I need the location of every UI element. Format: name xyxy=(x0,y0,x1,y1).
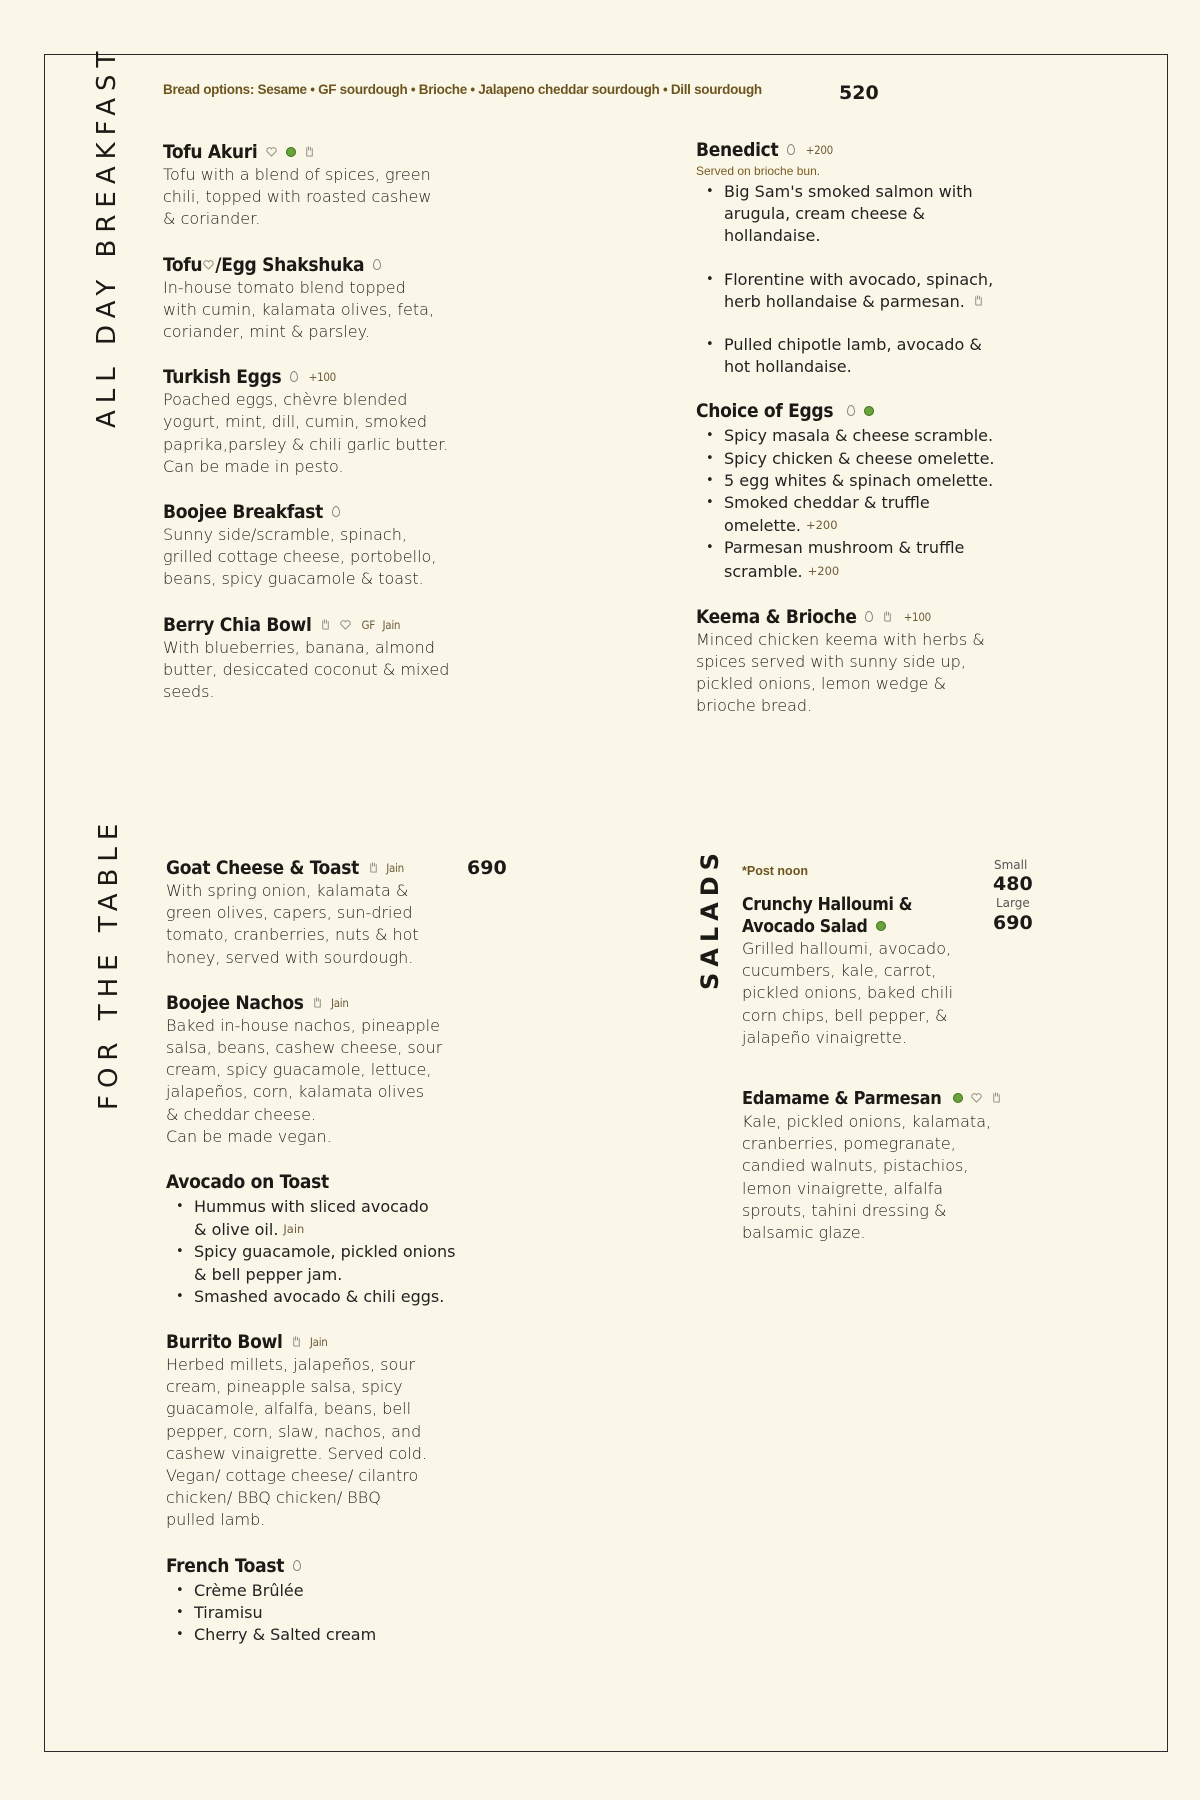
list-item xyxy=(166,1624,466,1646)
green-dot-icon xyxy=(876,921,886,931)
price-addon: +100 xyxy=(903,609,931,624)
hand-icon xyxy=(882,610,893,622)
dish-shakshuka xyxy=(163,253,463,344)
french-toast-options xyxy=(166,1580,466,1647)
jain-badge: Jain xyxy=(386,861,404,875)
green-dot-icon xyxy=(286,147,296,157)
desc-line: pickled onions, lemon wedge & xyxy=(696,674,946,694)
item-line: • Pulled chipotle lamb, avocado & xyxy=(724,335,982,355)
egg-icon xyxy=(332,506,340,517)
desc-line: Sunny side/scramble, spinach, xyxy=(163,525,407,545)
dish-title: Benedict xyxy=(696,139,779,161)
item-line: scramble. xyxy=(724,561,803,581)
breakfast-price: 520 xyxy=(839,82,879,104)
salad-small-price: 480 xyxy=(993,873,1033,895)
desc-line: With spring onion, kalamata & xyxy=(166,881,409,900)
table-price: 690 xyxy=(467,857,507,879)
price-addon: +200 xyxy=(807,563,840,578)
egg-icon xyxy=(293,1560,301,1571)
desc-line: paprika,parsley & chili garlic butter. xyxy=(163,434,449,454)
desc-line: spices served with sunny side up, xyxy=(696,652,966,672)
heart-icon xyxy=(971,1093,982,1103)
dish-boojee-nachos xyxy=(166,991,466,1148)
dish-title: Berry Chia Bowl xyxy=(163,613,312,636)
dish-title: Choice of Eggs xyxy=(696,400,834,423)
price-addon: +200 xyxy=(805,518,838,533)
desc-line: cream, pineapple salsa, spicy xyxy=(166,1377,403,1397)
item-line: omelette. xyxy=(724,516,801,536)
dish-description xyxy=(163,277,463,344)
dish-title: Crunchy Halloumi & xyxy=(742,895,913,915)
post-noon-note: *Post noon xyxy=(742,864,808,878)
desc-line: salsa, beans, cashew cheese, sour xyxy=(166,1038,443,1058)
dish-title: Tofu Akuri xyxy=(163,141,258,163)
item-line: Cherry & Salted cream xyxy=(194,1625,377,1645)
jain-badge: Jain xyxy=(331,995,349,1010)
dish-title: Edamame & Parmesan xyxy=(742,1088,942,1110)
dish-name xyxy=(163,365,463,389)
list-item xyxy=(166,1196,466,1241)
dish-boojee-breakfast xyxy=(163,500,463,591)
desc-line: Tofu with a blend of spices, green xyxy=(163,165,431,184)
egg-icon xyxy=(290,371,298,382)
dish-berry-chia-bowl xyxy=(163,613,463,704)
egg-options xyxy=(696,425,1026,582)
dish-choice-of-eggs xyxy=(696,399,1026,582)
desc-line: coriander, mint & parsley. xyxy=(163,322,370,342)
desc-line: tomato, cranberries, nuts & hot xyxy=(166,925,419,945)
desc-line: candied walnuts, pistachios, xyxy=(742,1156,969,1176)
list-item xyxy=(696,537,1026,582)
desc-line: & cheddar cheese. xyxy=(166,1104,317,1124)
bread-options: Bread options: Sesame • GF sourdough • Brioche • Jalapeno cheddar sourdough • Dill sourdough xyxy=(163,82,762,97)
desc-line: Grilled halloumi, avocado, xyxy=(742,939,952,958)
desc-line: & coriander. xyxy=(163,209,261,229)
item-line: Crème Brûlée xyxy=(194,1580,304,1600)
item-line: & bell pepper jam. xyxy=(194,1264,343,1284)
price-addon: +200 xyxy=(805,143,833,157)
desc-line: Poached eggs, chèvre blended xyxy=(163,390,408,410)
green-dot-icon xyxy=(953,1093,963,1103)
dish-description xyxy=(163,524,463,591)
section-title-salads: SALADS xyxy=(696,847,724,990)
desc-line: Vegan/ cottage cheese/ cilantro xyxy=(166,1466,419,1486)
dish-name xyxy=(166,856,466,880)
dish-benedict xyxy=(696,138,1026,378)
desc-line: chicken/ BBQ chicken/ BBQ xyxy=(166,1488,381,1508)
price-addon: +100 xyxy=(308,370,336,385)
desc-line: Kale, pickled onions, kalamata, xyxy=(742,1112,992,1132)
breakfast-left-column xyxy=(163,140,463,725)
dish-title: Keema & Brioche xyxy=(696,605,857,628)
breakfast-right-column xyxy=(696,138,1026,740)
dish-title: Boojee Breakfast xyxy=(163,501,323,524)
hand-icon xyxy=(973,294,984,306)
salad-large-price: 690 xyxy=(993,912,1033,934)
item-line: hollandaise. xyxy=(724,226,821,246)
list-item xyxy=(696,425,1026,447)
desc-line: beans, spicy guacamole & toast. xyxy=(163,569,424,589)
desc-line: With blueberries, banana, almond xyxy=(163,637,435,657)
benedict-options xyxy=(696,181,1026,378)
desc-line: green olives, capers, sun-dried xyxy=(166,903,413,923)
desc-line: with cumin, kalamata olives, feta, xyxy=(163,299,435,319)
item-line: Smashed avocado & chili eggs. xyxy=(194,1286,445,1306)
list-item xyxy=(166,1241,466,1285)
desc-line: sprouts, tahini dressing & xyxy=(742,1200,947,1220)
dish-french-toast xyxy=(166,1554,466,1647)
item-line: • Hummus with sliced avocado xyxy=(194,1197,429,1217)
large-size-label: Large xyxy=(996,896,1030,910)
small-size-label: Small xyxy=(994,858,1028,872)
salads-column xyxy=(742,894,1012,1266)
dish-description xyxy=(163,637,463,704)
dish-halloumi-avocado-salad xyxy=(742,894,1012,1049)
desc-line: Herbed millets, jalapeños, sour xyxy=(166,1355,416,1375)
desc-line: grilled cottage cheese, portobello, xyxy=(163,547,437,567)
list-item xyxy=(696,181,1026,248)
jain-badge: Jain xyxy=(283,1222,305,1237)
desc-line: chili, topped with roasted cashew xyxy=(163,187,432,207)
list-item xyxy=(166,1602,466,1624)
dish-title: Avocado Salad xyxy=(742,917,868,937)
dish-name xyxy=(163,500,463,524)
desc-line: Can be made vegan. xyxy=(166,1126,332,1146)
dish-goat-cheese-toast xyxy=(166,856,466,969)
dish-name xyxy=(163,253,463,277)
egg-icon xyxy=(373,259,381,270)
hand-icon xyxy=(304,145,315,157)
egg-icon xyxy=(787,144,795,155)
heart-icon xyxy=(266,147,277,157)
list-item xyxy=(696,334,1026,378)
dish-keema-brioche xyxy=(696,605,1026,718)
table-column xyxy=(166,856,466,1668)
item-line: Spicy chicken & cheese omelette. xyxy=(724,448,995,468)
item-line: • Parmesan mushroom & truffle xyxy=(724,538,965,558)
heart-icon xyxy=(203,260,214,270)
hand-icon xyxy=(291,1335,302,1347)
gf-badge: GF xyxy=(361,617,375,632)
green-dot-icon xyxy=(864,406,874,416)
dish-name xyxy=(742,1087,1012,1111)
list-item xyxy=(166,1286,466,1308)
item-line: Tiramisu xyxy=(194,1602,263,1622)
desc-line: Baked in-house nachos, pineapple xyxy=(166,1015,440,1035)
item-line: • Spicy guacamole, pickled onions xyxy=(194,1242,456,1262)
dish-title: Burrito Bowl xyxy=(166,1331,283,1354)
desc-line: cream, spicy guacamole, lettuce, xyxy=(166,1060,432,1080)
dish-title: Turkish Eggs xyxy=(163,366,282,389)
dish-name xyxy=(166,991,466,1015)
list-item xyxy=(696,470,1026,492)
dish-name xyxy=(696,399,1026,423)
dish-description xyxy=(166,880,466,969)
desc-line: cucumbers, kale, carrot, xyxy=(742,961,937,981)
item-line: 5 egg whites & spinach omelette. xyxy=(724,470,994,490)
dish-title: French Toast xyxy=(166,1554,285,1577)
desc-line: pulled lamb. xyxy=(166,1510,266,1530)
dish-description xyxy=(166,1015,466,1148)
list-item xyxy=(696,269,1026,313)
desc-line: guacamole, alfalfa, beans, bell xyxy=(166,1399,412,1419)
dish-title: Tofu xyxy=(163,253,203,276)
dish-tofu-akuri xyxy=(163,140,463,231)
dish-name xyxy=(163,140,463,164)
dish-name xyxy=(696,605,1026,629)
jain-badge: Jain xyxy=(309,1335,328,1350)
hand-icon xyxy=(312,996,323,1008)
desc-line: balsamic glaze. xyxy=(742,1223,866,1243)
desc-line: honey, served with sourdough. xyxy=(166,947,414,967)
desc-line: pickled onions, baked chili xyxy=(742,983,954,1003)
dish-turkish-eggs xyxy=(163,365,463,478)
list-item xyxy=(696,448,1026,470)
egg-icon xyxy=(865,611,873,622)
dish-description xyxy=(742,938,1012,1049)
hand-icon xyxy=(991,1091,1002,1103)
jain-badge: Jain xyxy=(382,617,401,632)
dish-description xyxy=(163,164,463,231)
item-line: arugula, cream cheese & xyxy=(724,204,925,224)
section-title-for-the-table: FOR THE TABLE xyxy=(94,816,124,1110)
dish-title: /Egg Shakshuka xyxy=(215,253,365,276)
desc-line: butter, desiccated coconut & mixed xyxy=(163,659,450,679)
dish-title: Goat Cheese & Toast xyxy=(166,857,359,879)
desc-line: seeds. xyxy=(163,682,215,702)
item-line: hot hollandaise. xyxy=(724,357,852,377)
dish-name xyxy=(742,894,1012,938)
egg-icon xyxy=(847,405,855,416)
heart-icon xyxy=(340,620,351,630)
desc-line: jalapeños, corn, kalamata olives xyxy=(166,1082,425,1102)
list-item xyxy=(696,492,1026,537)
desc-line: Minced chicken keema with herbs & xyxy=(696,629,985,649)
desc-line: cashew vinaigrette. Served cold. xyxy=(166,1443,428,1463)
item-line: • Smoked cheddar & truffle xyxy=(724,493,930,513)
dish-edamame-parmesan xyxy=(742,1087,1012,1244)
desc-line: brioche bread. xyxy=(696,696,813,716)
desc-line: lemon vinaigrette, alfalfa xyxy=(742,1178,943,1198)
hand-icon xyxy=(320,618,331,630)
dish-subtitle: Served on brioche bun. xyxy=(696,164,821,178)
desc-line: In-house tomato blend topped xyxy=(163,277,406,297)
item-line: • Big Sam's smoked salmon with xyxy=(724,182,973,201)
dish-description xyxy=(166,1354,466,1532)
section-title-breakfast: ALL DAY BREAKFAST xyxy=(92,44,122,428)
avocado-options xyxy=(166,1196,466,1308)
dish-description xyxy=(163,389,463,478)
desc-line: Can be made in pesto. xyxy=(163,456,344,476)
desc-line: cranberries, pomegranate, xyxy=(742,1134,956,1154)
dish-avocado-on-toast xyxy=(166,1170,466,1308)
hand-icon xyxy=(368,861,379,873)
item-line: Spicy masala & cheese scramble. xyxy=(724,426,994,446)
item-line: • Florentine with avocado, spinach, xyxy=(724,269,994,289)
dish-description xyxy=(696,629,1026,718)
dish-name: Avocado on Toast xyxy=(166,1171,329,1194)
item-line: herb hollandaise & parmesan. xyxy=(724,291,965,311)
dish-name xyxy=(166,1554,466,1578)
dish-name xyxy=(696,138,1026,162)
desc-line: jalapeño vinaigrette. xyxy=(742,1027,907,1047)
desc-line: corn chips, bell pepper, & xyxy=(742,1005,948,1025)
desc-line: yogurt, mint, dill, cumin, smoked xyxy=(163,412,427,432)
item-line: & olive oil. xyxy=(194,1220,279,1240)
dish-description xyxy=(742,1111,1012,1244)
dish-burrito-bowl xyxy=(166,1330,466,1532)
desc-line: pepper, corn, slaw, nachos, and xyxy=(166,1421,422,1441)
dish-name xyxy=(163,613,463,637)
list-item xyxy=(166,1580,466,1602)
dish-title: Boojee Nachos xyxy=(166,991,304,1014)
dish-name xyxy=(166,1330,466,1354)
